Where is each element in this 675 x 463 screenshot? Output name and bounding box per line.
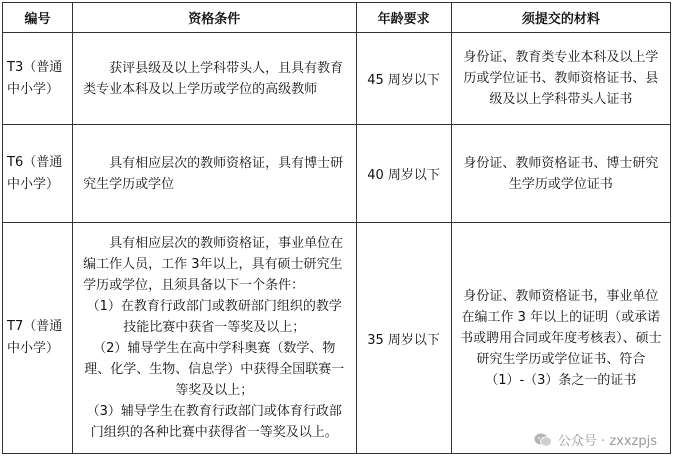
row-materials: 身份证、教师资格证书，事业单位在编工作 3 年以上的证明（或承诺书或聘用合同或年度考核表）、硕士研究生学历或学位证书、符合（1）-（3）条之一的证书 [451,223,670,454]
row-age: 40 周岁以下 [356,125,451,223]
table-row [3,125,671,223]
row-id-cell [3,223,73,454]
header-id: 编号 [3,3,73,33]
header-row [3,3,671,33]
row-conditions-cell [73,33,356,125]
row-age: 35 周岁以下 [356,223,451,454]
row-conditions: 具有相应层次的教师资格证，具有博士研究生学历或学位 [83,155,344,192]
row-id-cell [3,125,73,223]
row-id-line2: 中小学） [7,341,60,356]
row-id-line1: T3（普通 [7,59,63,75]
conditions-block [83,233,345,443]
qualification-table [2,2,671,454]
row-conditions: 获评县级及以上学科带头人，且具有教育类专业本科及以上学历或学位的高级教师 [83,60,344,97]
row-id-line2: 中小学） [7,176,60,192]
row-id-cell [3,33,73,125]
wechat-icon [534,433,552,447]
row-materials: 身份证、教育类专业本科及以上学历或学位证书、教师资格证书、县级及以上学科带头人证书 [451,33,670,125]
row-id-line1: T6（普通 [7,154,63,170]
conditions-item-3: （3）辅导学生在教育行政部门或体育行政部门组织的各种比赛中获得省一等奖及以上。 [86,404,342,440]
watermark-text: 公众号 · zxxzpjs [557,434,657,449]
conditions-item-2: （2）辅导学生在高中学科奥赛（数学、物理、化学、生物、信息学）中获得全国联赛一等奖及以上； [84,341,345,398]
row-conditions-cell [73,125,356,223]
table-row [3,33,671,125]
row-id-line1: T7（普通 [7,319,63,334]
table-row [3,223,671,454]
watermark [534,430,657,449]
conditions-item-1: （1）在教育行政部门或教研部门组织的教学技能比赛中获省一等奖及以上； [86,299,342,335]
conditions-lead: 具有相应层次的教师资格证，事业单位在编工作人员，工作 3年以上，具有硕士研究生学历或学位，且须具备以下一个条件： [83,236,344,293]
header-conditions: 资格条件 [73,3,356,33]
row-materials: 身份证、教师资格证书、博士研究生学历或学位证书 [451,125,670,223]
row-id-line2: 中小学） [7,81,60,97]
header-materials: 须提交的材料 [451,3,670,33]
row-conditions-cell [73,223,356,454]
row-age: 45 周岁以下 [356,33,451,125]
header-age: 年龄要求 [356,3,451,33]
